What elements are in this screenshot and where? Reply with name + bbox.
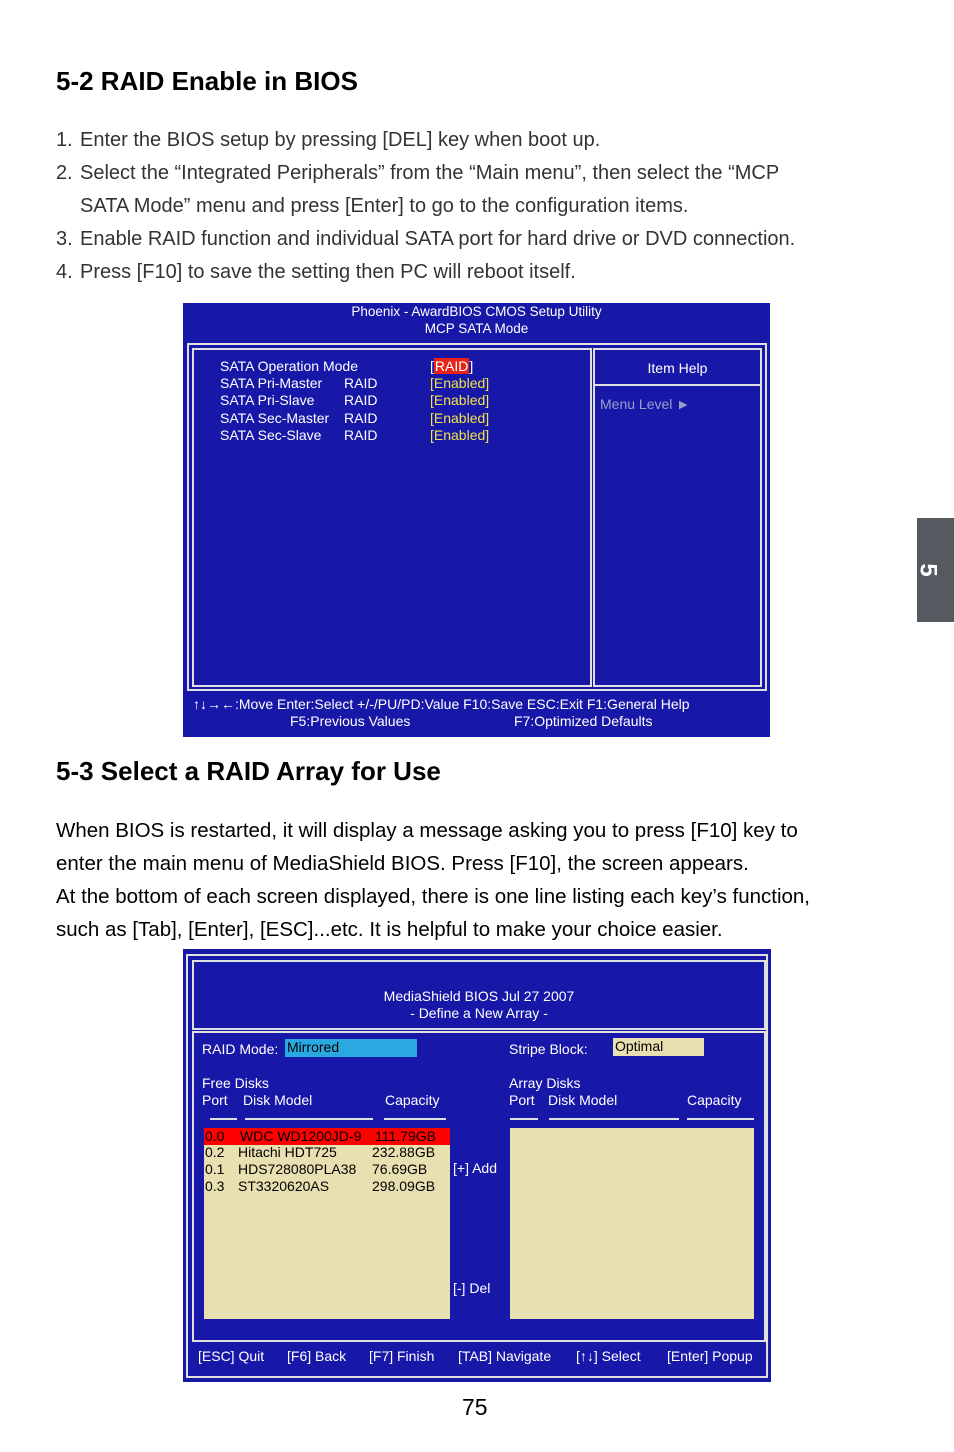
del-disk-button[interactable]: [-] Del (453, 1280, 491, 1296)
setting-value[interactable]: [RAID] (430, 358, 474, 374)
bios-footer-f5: F5:Previous Values (290, 713, 411, 729)
add-disk-button[interactable]: [+] Add (453, 1160, 497, 1176)
free-disks-list (204, 1128, 450, 1319)
define-array-panel (192, 1031, 766, 1342)
column-underline (510, 1118, 538, 1120)
free-col-model: Disk Model (243, 1092, 313, 1108)
mediashield-title: MediaShield BIOS Jul 27 2007 (383, 988, 575, 1004)
footer-key-popup: [Enter] Popup (667, 1348, 753, 1364)
mediashield-subtitle: - Define a New Array - (410, 1005, 548, 1021)
setting-value[interactable]: [Enabled] (430, 375, 490, 391)
bios-title: Phoenix - AwardBIOS CMOS Setup Utility (351, 304, 602, 319)
step-4: 4. Press [F10] to save the setting then PC will reboot itself. (56, 261, 576, 283)
setting-value[interactable]: [Enabled] (430, 427, 490, 443)
chapter-tab: 5 (917, 518, 954, 622)
footer-key-finish: [F7] Finish (369, 1348, 435, 1364)
bios-subtitle: MCP SATA Mode (424, 321, 529, 336)
column-underline (384, 1118, 446, 1120)
step-2: 2. Select the “Integrated Peripherals” from the “Main menu”, then select the “MCP (56, 162, 780, 184)
footer-key-quit: [ESC] Quit (198, 1348, 265, 1364)
paragraph-line: At the bottom of each screen displayed, there is one line listing each key’s function, (56, 885, 811, 908)
array-disks-list (510, 1128, 754, 1319)
column-underline (245, 1118, 373, 1120)
array-col-model: Disk Model (548, 1092, 618, 1108)
phoenix-bios-screen (183, 303, 770, 737)
free-disks-label: Free Disks (202, 1075, 269, 1091)
footer-key-back: [F6] Back (287, 1348, 347, 1364)
mediashield-footer (192, 1344, 766, 1374)
menu-level: Menu Level ► (600, 396, 691, 412)
free-col-capacity: Capacity (385, 1092, 440, 1108)
disk-row[interactable]: 0.0 WDC WD1200JD-9 111.79GB (204, 1128, 450, 1145)
item-help-header: Item Help (595, 350, 760, 386)
disk-row[interactable]: 0.2 Hitachi HDT725 232.88GB (205, 1144, 436, 1160)
step-2-continued: SATA Mode” menu and press [Enter] to go to the configuration items. (80, 195, 689, 217)
item-help-panel (593, 348, 762, 687)
array-disks-label: Array Disks (509, 1075, 581, 1091)
raid-mode-select[interactable]: Mirrored (285, 1039, 417, 1057)
mediashield-frame (186, 954, 768, 1378)
step-3: 3. Enable RAID function and individual SATA port for hard drive or DVD connection. (56, 228, 796, 250)
column-underline (210, 1118, 237, 1120)
stripe-block-label: Stripe Block: (509, 1041, 588, 1057)
disk-row[interactable]: 0.1 HDS728080PLA38 76.69GB (205, 1161, 428, 1177)
section-heading-select-raid: 5-3 Select a RAID Array for Use (56, 756, 441, 786)
array-col-capacity: Capacity (687, 1092, 742, 1108)
column-underline (687, 1118, 754, 1120)
step-1: 1. Enter the BIOS setup by pressing [DEL] key when boot up. (56, 129, 601, 151)
setting-value[interactable]: [Enabled] (430, 392, 490, 408)
free-col-port: Port (202, 1092, 228, 1108)
paragraph-line: enter the main menu of MediaShield BIOS. Press [F10], the screen appears. (56, 852, 749, 875)
paragraph-line: such as [Tab], [Enter], [ESC]...etc. It is helpful to make your choice easier. (56, 918, 723, 941)
footer-key-navigate: [TAB] Navigate (458, 1348, 552, 1364)
paragraph-line: When BIOS is restarted, it will display a message asking you to press [F10] key to (56, 819, 798, 842)
setting-value[interactable]: [Enabled] (430, 410, 490, 426)
mediashield-bios-screen (183, 949, 771, 1382)
stripe-block-select[interactable]: Optimal (613, 1038, 704, 1056)
page-number: 75 (462, 1394, 488, 1420)
mediashield-header (192, 960, 766, 1030)
settings-panel: SATA Operation Mode [RAID] SATA Pri-Master RAID [Enabled] SATA Pri-Slave RAID [Enabled] SATA Sec-Master RAID [Enabled] SATA Sec-Slave RAID [Enabled] (192, 348, 592, 687)
bios-footer-f7: F7:Optimized Defaults (514, 713, 653, 729)
disk-row[interactable]: 0.3 ST3320620AS 298.09GB (205, 1178, 436, 1194)
bios-frame (187, 343, 767, 691)
array-col-port: Port (509, 1092, 535, 1108)
raid-mode-label: RAID Mode: (202, 1041, 279, 1057)
section-heading-raid-enable: 5-2 RAID Enable in BIOS (56, 66, 358, 96)
bios-footer-keys: ↑↓→←:Move Enter:Select +/-/PU/PD:Value F10:Save ESC:Exit F1:General Help (193, 696, 690, 712)
footer-key-select: [↑↓] Select (576, 1348, 641, 1364)
column-underline (549, 1118, 679, 1120)
